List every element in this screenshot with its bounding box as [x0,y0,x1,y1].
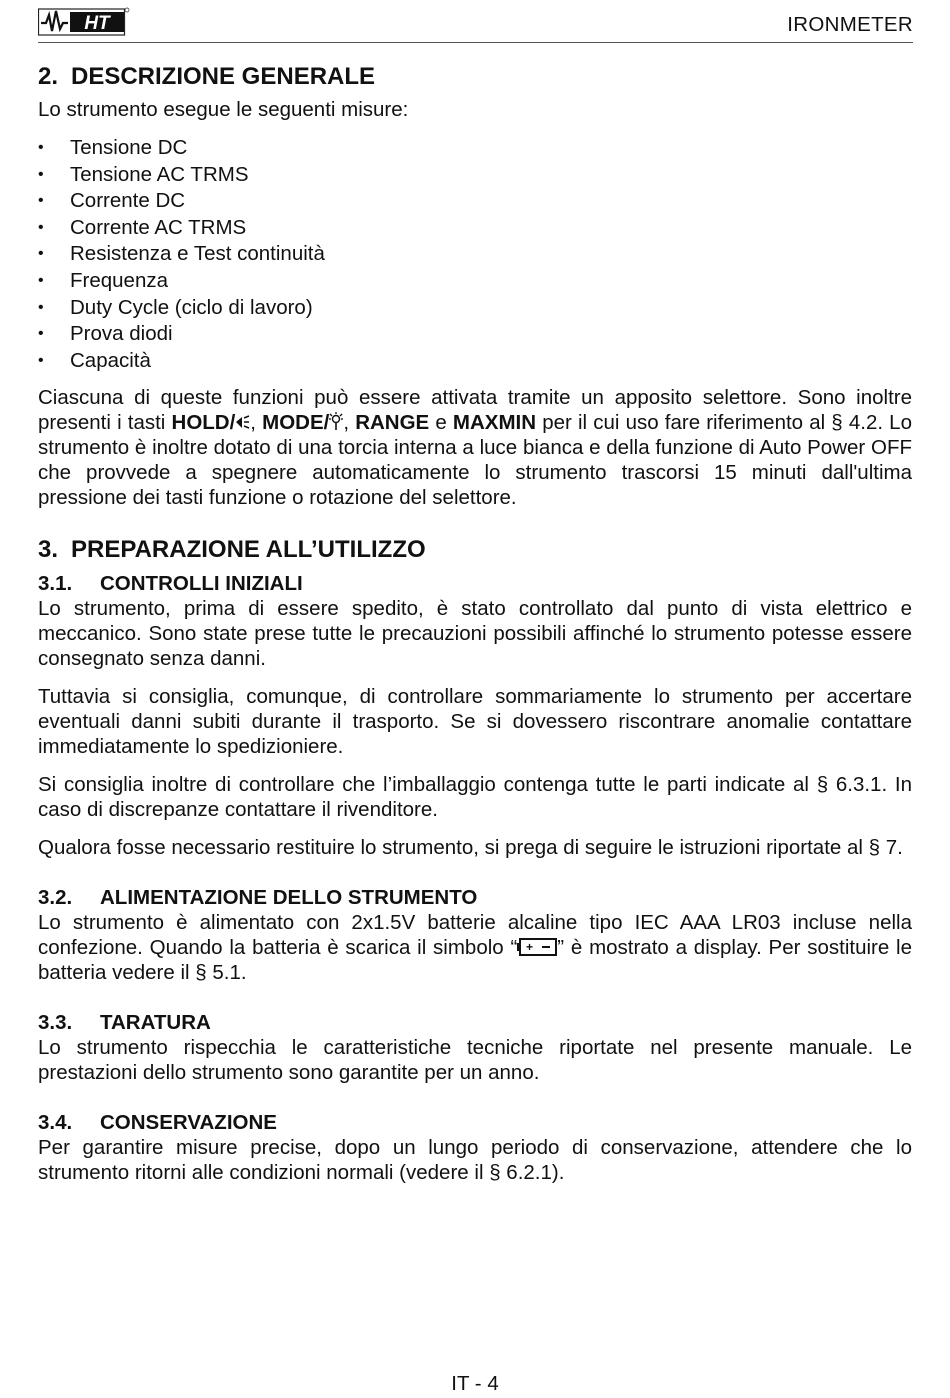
page-header [38,0,913,43]
mode-key-label: MODE/ [262,411,330,435]
section-3-2-number: 3.2. [38,886,73,910]
para-text: ” è mostrato a display. Per sostituire le batteria vedere il § 5.1. [38,936,913,985]
section-3-number: 3. [38,536,59,564]
section-3-1-title: CONTROLLI INIZIALI [100,572,303,596]
list-item: • Resistenza e Test continuità [38,241,912,268]
para-text: Lo strumento è alimentato con 2x1.5V batterie alcaline tipo IEC AAA LR03 incluse nella confezione. Quando la batteria è scarica il simbolo “ [38,911,912,960]
section-3-1-p3: Si consiglia inoltre di controllare che l’imballaggio contenga tutte le parti indicate al § 6.3.1. In caso di discrepanze contattare il rivenditore. [38,773,912,822]
para-text: per il cui uso fare riferimento al § 4.2. Lo strumento è inoltre dotato di una torcia interna a luce bianca e della funzione di Auto Power OFF che provvede a spegnere automaticamente lo strumento trascorsi 15 minuti dall'ultima pressione dei tasti funzione o rotazione del selettore. [38,411,912,510]
document-title: IRONMETER [787,13,913,36]
list-item: • Duty Cycle (ciclo di lavoro) [38,295,912,322]
measurements-list [38,135,912,374]
para-text: Ciascuna di queste funzioni può essere attivata tramite un apposito selettore. Sono inoltre presenti i tasti [38,386,912,435]
section-3-4-title: CONSERVAZIONE [100,1111,277,1135]
section-2-paragraph [38,385,912,510]
range-key-label: RANGE [355,411,430,435]
list-item: • Capacità [38,348,912,375]
list-item: • Prova diodi [38,321,912,348]
section-2-heading [38,60,912,94]
section-3-3-paragraph: Lo strumento rispecchia le caratteristiche tecniche riportate nel presente manuale. Le prestazioni dello strumento sono garantite per un anno. [38,1036,912,1085]
section-3-4-paragraph: Per garantire misure precise, dopo un lungo periodo di conservazione, attendere che lo strumento ritorni alle condizioni normali (vedere il § 6.2.1). [38,1136,912,1185]
section-3-2-title: ALIMENTAZIONE DELLO STRUMENTO [100,886,478,910]
list-item: • Corrente DC [38,188,912,215]
ht-logo-text: HT [84,13,110,34]
battery-icon [517,937,557,957]
section-3-heading [38,533,912,567]
list-item: • Tensione AC TRMS [38,162,912,189]
section-3-title: PREPARAZIONE ALL’UTILIZZO [71,536,426,564]
section-3-1-p1: Lo strumento, prima di essere spedito, è stato controllato dal punto di vista elettrico e meccanico. Sono state prese tutte le precauzioni possibili affinché lo strumento potesse essere consegnato senza danni. [38,597,912,671]
section-3-1-p2: Tuttavia si consiglia, comunque, di controllare sommariamente lo strumento per accertare eventuali danni subiti durante il trasporto. Se si dovessero riscontrare anomalie contattare immediatamente lo spedizioniere. [38,685,912,759]
section-2-intro: Lo strumento esegue le seguenti misure: [38,98,409,121]
para-conj: e [429,411,453,435]
section-3-2-paragraph [38,910,912,985]
section-3-4-number: 3.4. [38,1111,73,1135]
section-3-1-heading [38,571,912,596]
section-3-3-title: TARATURA [100,1011,211,1035]
section-3-1-p4: Qualora fosse necessario restituire lo strumento, si prega di seguire le istruzioni riportate al § 7. [38,836,903,860]
section-3-4-heading [38,1110,912,1135]
list-item: • Frequenza [38,268,912,295]
svg-text:+: + [526,940,534,955]
torch-icon [329,412,343,432]
section-3-3-heading [38,1010,912,1035]
para-sep: , [250,411,263,435]
backlight-icon [235,414,250,432]
section-3-3-number: 3.3. [38,1011,73,1035]
section-2-number: 2. [38,63,59,90]
para-sep: , [343,411,356,435]
list-item: • Corrente AC TRMS [38,215,912,242]
section-2-title: DESCRIZIONE GENERALE [71,63,376,90]
page-content [38,60,912,1185]
hold-key-label: HOLD/ [171,411,236,435]
maxmin-key-label: MAXMIN [452,411,537,435]
ht-logo [38,3,130,37]
section-3-2-heading [38,885,912,910]
section-3-1-number: 3.1. [38,572,73,596]
list-item: • Tensione DC [38,135,912,162]
page-number: IT - 4 [451,1372,499,1395]
